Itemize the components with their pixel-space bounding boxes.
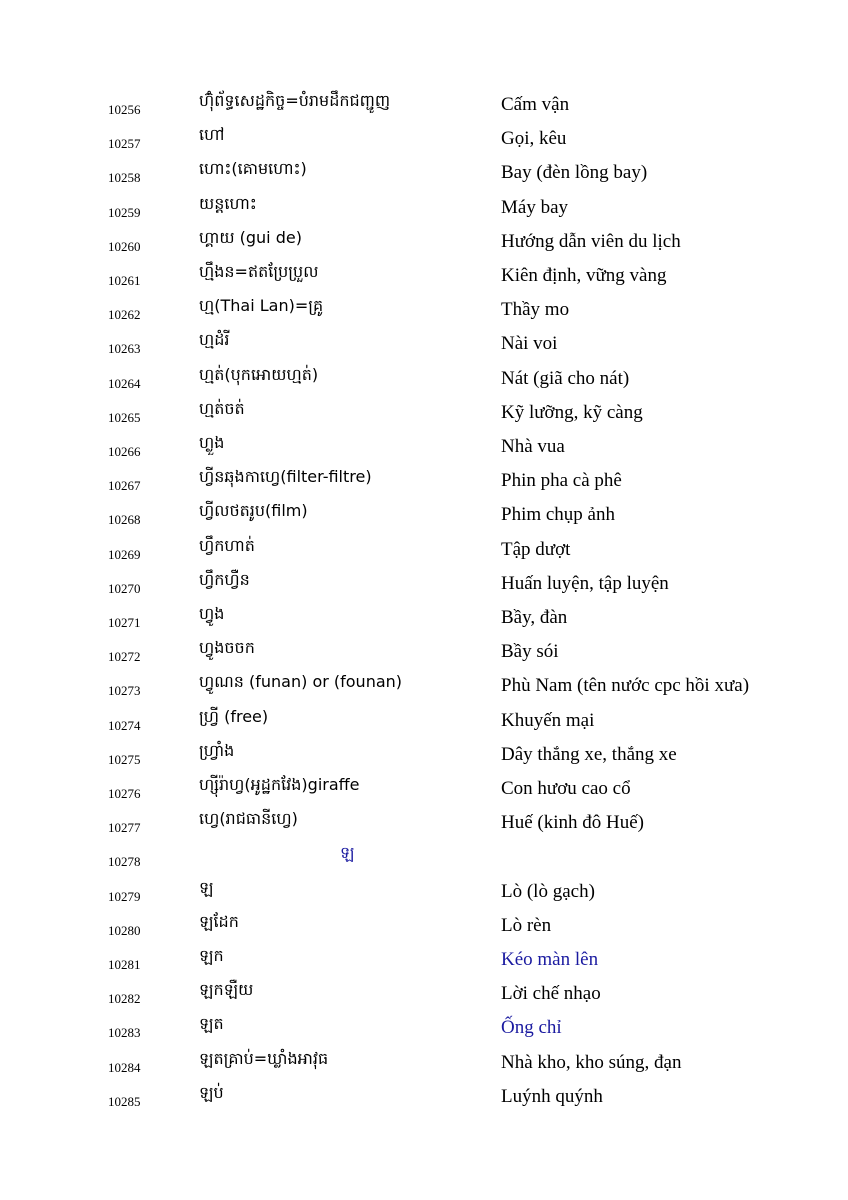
entry-number: 10259 bbox=[108, 204, 141, 220]
khmer-term: ហ្វឹកហាត់ bbox=[199, 535, 255, 555]
dictionary-entry bbox=[0, 774, 848, 808]
vietnamese-meaning: Khuyến mại bbox=[501, 709, 595, 731]
khmer-term: ហ្វីលថតរូប(film) bbox=[199, 501, 308, 521]
dictionary-entry bbox=[0, 364, 848, 398]
entry-number: 10284 bbox=[108, 1059, 141, 1075]
dictionary-entry bbox=[0, 979, 848, 1013]
khmer-term: ហ្វីនឆុងកាហ្វេ(filter-filtre) bbox=[199, 467, 372, 487]
entry-number: 10277 bbox=[108, 820, 141, 836]
khmer-term: ហោះ(គោមហោះ) bbox=[199, 159, 307, 179]
dictionary-entry bbox=[0, 569, 848, 603]
entry-number: 10273 bbox=[108, 683, 141, 699]
dictionary-entry bbox=[0, 261, 848, 295]
dictionary-entry bbox=[0, 637, 848, 671]
vietnamese-meaning: Tập dượt bbox=[501, 538, 571, 560]
vietnamese-meaning: Luýnh quýnh bbox=[501, 1085, 603, 1107]
khmer-term: ឡតគ្រាប់=ឃ្លាំងអាវុធ bbox=[199, 1048, 329, 1068]
vietnamese-meaning: Nài voi bbox=[501, 333, 558, 355]
dictionary-entry bbox=[0, 193, 848, 227]
khmer-term: ហ្មឹងន=ឥតប្រែប្រួល bbox=[199, 262, 319, 281]
vietnamese-meaning: Bầy, đàn bbox=[501, 607, 568, 628]
khmer-term: ហ្ស៊ីរ៉ាហ្វ(អូដ្ឋកវែង)giraffe bbox=[199, 775, 360, 794]
dictionary-entry bbox=[0, 124, 848, 158]
vietnamese-meaning: Kiên định, vững vàng bbox=[501, 265, 667, 286]
vietnamese-meaning: Con hươu cao cổ bbox=[501, 778, 631, 799]
dictionary-entry bbox=[0, 329, 848, 363]
khmer-term: ហ៊ុំព័ទ្ធសេដ្ឋកិច្ច=បំរាមដឹកជញ្ជូញ bbox=[199, 91, 391, 110]
dictionary-entry bbox=[0, 398, 848, 432]
vietnamese-meaning: Phin pha cà phê bbox=[501, 470, 622, 492]
entry-number: 10268 bbox=[108, 512, 141, 528]
vietnamese-meaning: Cấm vận bbox=[501, 94, 570, 115]
khmer-term: ហ្វូណន (funan) or (founan) bbox=[199, 672, 403, 692]
khmer-term: ហ្វូង bbox=[199, 604, 225, 623]
entry-number: 10260 bbox=[108, 238, 141, 254]
khmer-term: ឡក bbox=[199, 946, 224, 965]
entry-number: 10271 bbox=[108, 615, 141, 630]
dictionary-entry bbox=[0, 706, 848, 740]
section-heading-letter: ឡ bbox=[340, 843, 355, 863]
khmer-term: ហ្ម(Thai Lan)=គ្រូ bbox=[199, 296, 324, 316]
entry-number: 10261 bbox=[108, 273, 141, 288]
khmer-term: ឡត bbox=[199, 1014, 224, 1034]
dictionary-entry bbox=[0, 466, 848, 500]
dictionary-entry bbox=[0, 500, 848, 534]
vietnamese-meaning: Máy bay bbox=[501, 196, 569, 218]
entry-number: 10272 bbox=[108, 649, 141, 665]
dictionary-entry bbox=[0, 671, 848, 705]
entry-number: 10256 bbox=[108, 102, 141, 117]
khmer-term: ហ្វ្រី (free) bbox=[199, 706, 269, 726]
entry-number: 10264 bbox=[108, 375, 141, 391]
dictionary-entry bbox=[0, 1013, 848, 1047]
entry-number: 10266 bbox=[108, 444, 141, 459]
vietnamese-meaning: Hướng dẫn viên du lịch bbox=[501, 230, 681, 252]
khmer-term: ហ្មត់ចត់ bbox=[199, 398, 245, 418]
khmer-term: យន្តហោះ bbox=[199, 193, 257, 213]
vietnamese-meaning: Bầy sói bbox=[501, 641, 559, 663]
entry-number: 10265 bbox=[108, 409, 141, 425]
khmer-term: ហ្មដំរី bbox=[199, 330, 230, 350]
dictionary-entry bbox=[0, 158, 848, 192]
entry-number: 10274 bbox=[108, 717, 141, 733]
vietnamese-meaning: Dây thắng xe, thắng xe bbox=[501, 743, 677, 765]
vietnamese-meaning: Nhà vua bbox=[501, 436, 565, 457]
dictionary-entry bbox=[0, 603, 848, 637]
vietnamese-meaning: Phù Nam (tên nước cpc hồi xưa) bbox=[501, 675, 750, 697]
entry-number: 10281 bbox=[108, 957, 141, 972]
entry-number: 10269 bbox=[108, 546, 141, 562]
dictionary-entry bbox=[0, 1048, 848, 1082]
entry-number: 10263 bbox=[108, 341, 141, 357]
vietnamese-meaning: Huấn luyện, tập luyện bbox=[501, 572, 669, 594]
vietnamese-meaning: Huế (kinh đô Huế) bbox=[501, 812, 644, 834]
khmer-term: ហ្វឹកហ្វឺន bbox=[199, 569, 250, 589]
khmer-term: ហ្មត់(បុកអោយហ្មត់) bbox=[199, 364, 319, 384]
dictionary-entry bbox=[0, 535, 848, 569]
vietnamese-meaning: Lò (lò gạch) bbox=[501, 880, 595, 902]
khmer-term: ហៅ bbox=[199, 125, 225, 145]
dictionary-entry bbox=[0, 808, 848, 842]
khmer-term: ហ្លួង bbox=[199, 433, 225, 452]
entry-number: 10280 bbox=[108, 922, 141, 938]
vietnamese-meaning: Nát (giã cho nát) bbox=[501, 367, 630, 389]
entry-number: 10285 bbox=[108, 1093, 141, 1109]
dictionary-entry bbox=[0, 295, 848, 329]
khmer-term: ឡដែក bbox=[199, 911, 239, 931]
entry-number: 10275 bbox=[108, 751, 141, 767]
dictionary-entry bbox=[0, 911, 848, 945]
entry-number: 10282 bbox=[108, 991, 141, 1007]
vietnamese-meaning: Lò rèn bbox=[501, 914, 552, 936]
dictionary-entry bbox=[0, 945, 848, 979]
khmer-term: ហ្គាយ (gui de) bbox=[199, 227, 302, 247]
vietnamese-meaning: Bay (đèn lồng bay) bbox=[501, 162, 648, 184]
dictionary-entry bbox=[0, 740, 848, 774]
entry-number: 10257 bbox=[108, 136, 141, 152]
khmer-term: ហ្វេ(រាជធានីហ្វេ) bbox=[199, 809, 298, 829]
entry-number: 10276 bbox=[108, 786, 141, 801]
khmer-term: ហ្វូងចចក bbox=[199, 638, 255, 658]
vietnamese-meaning: Gọi, kêu bbox=[501, 128, 567, 150]
entry-number: 10278 bbox=[108, 854, 141, 870]
khmer-term: ហ្វ្រាំង bbox=[199, 740, 235, 760]
vietnamese-meaning: Ống chỉ bbox=[501, 1017, 562, 1039]
entry-number: 10283 bbox=[108, 1025, 141, 1041]
khmer-term: ឡ bbox=[199, 877, 214, 897]
khmer-term: ឡប់ bbox=[199, 1082, 224, 1102]
vietnamese-meaning: Lời chế nhạo bbox=[501, 983, 601, 1005]
dictionary-entry bbox=[0, 227, 848, 261]
dictionary-entry bbox=[0, 432, 848, 466]
entry-number: 10262 bbox=[108, 307, 141, 323]
khmer-term: ឡកឡឺយ bbox=[199, 980, 254, 1000]
dictionary-entry bbox=[0, 90, 848, 124]
entry-number: 10267 bbox=[108, 478, 141, 494]
dictionary-entry bbox=[0, 877, 848, 911]
dictionary-entry bbox=[0, 1082, 848, 1116]
section-heading-row bbox=[0, 842, 848, 876]
vietnamese-meaning: Nhà kho, kho súng, đạn bbox=[501, 1051, 682, 1073]
entry-number: 10279 bbox=[108, 888, 141, 904]
vietnamese-meaning: Thầy mo bbox=[501, 299, 570, 321]
vietnamese-meaning: Kỹ lưỡng, kỹ càng bbox=[501, 401, 643, 423]
entry-number: 10258 bbox=[108, 170, 141, 186]
vietnamese-meaning: Phim chụp ảnh bbox=[501, 504, 615, 526]
vietnamese-meaning: Kéo màn lên bbox=[501, 949, 599, 970]
entry-number: 10270 bbox=[108, 580, 141, 596]
